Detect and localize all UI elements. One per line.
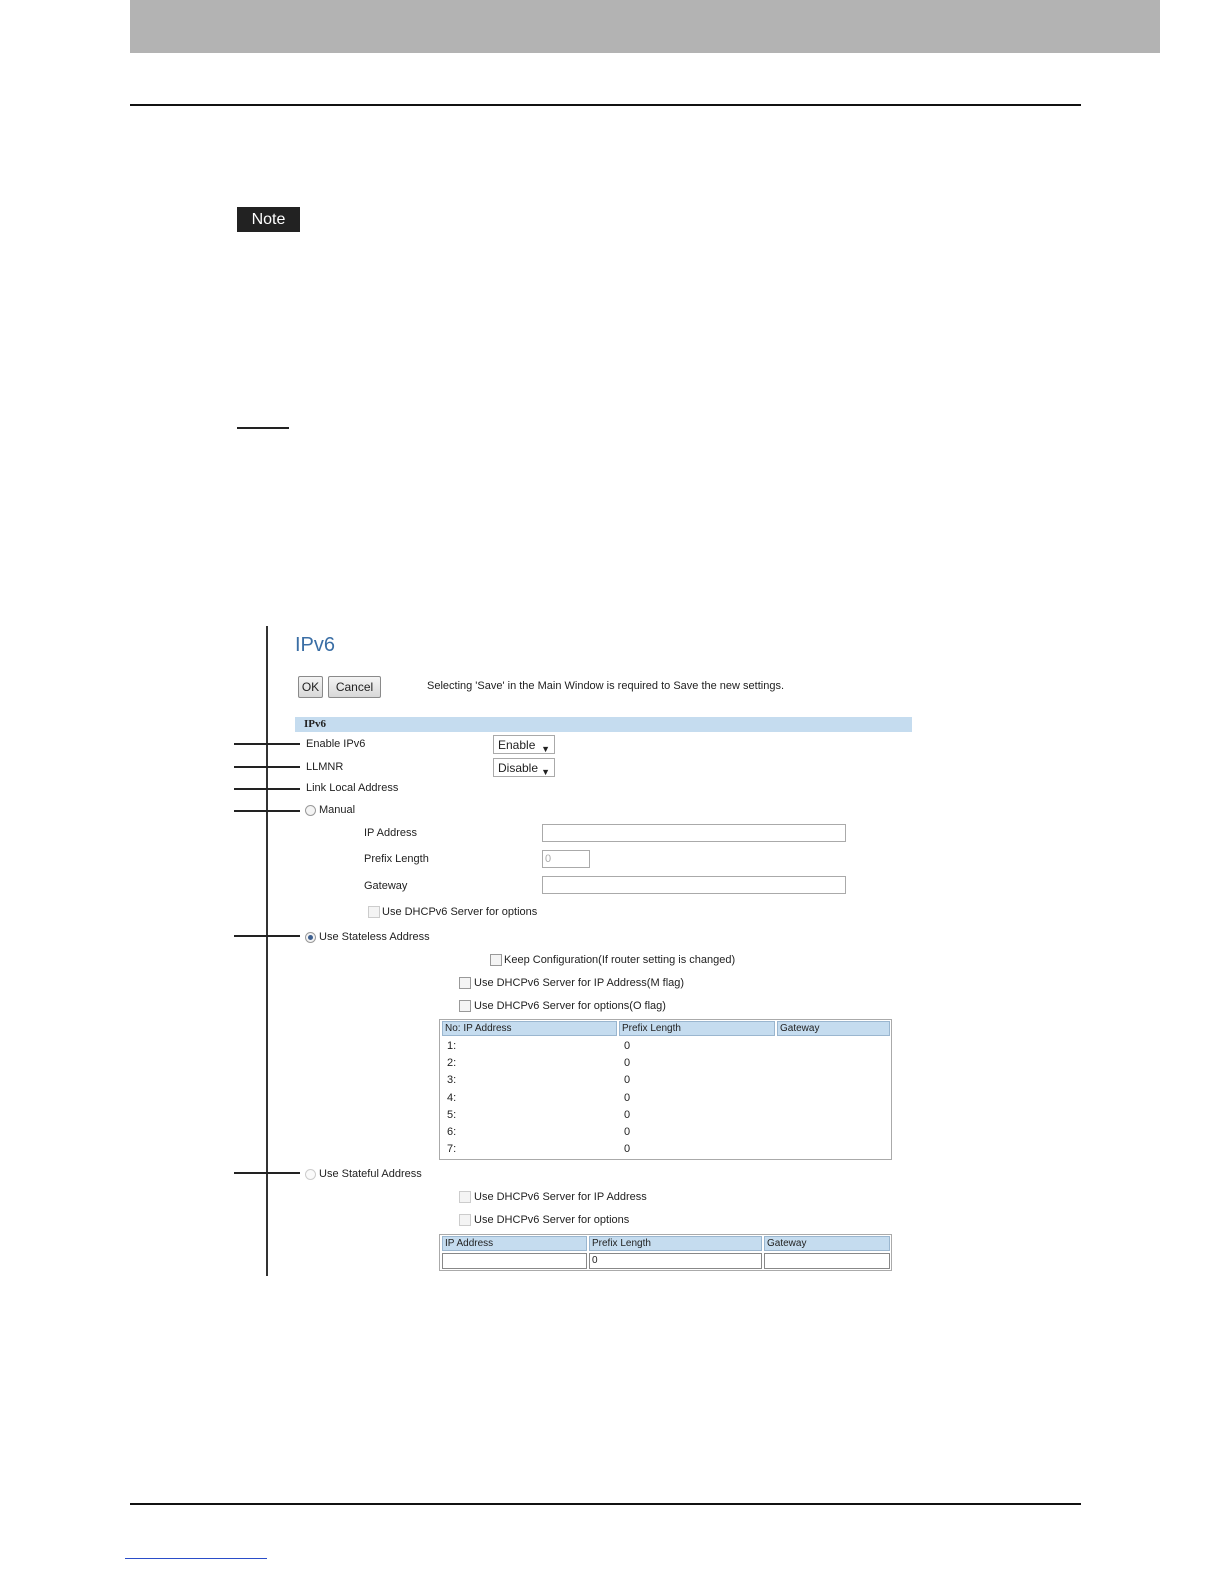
manual-label: Manual <box>319 804 356 816</box>
callout-vertical-line <box>266 626 268 1276</box>
stateful-dhcp-ip-checkbox[interactable] <box>459 1191 471 1203</box>
manual-prefix-input[interactable]: 0 <box>542 850 590 868</box>
section-header: IPv6 <box>295 717 912 732</box>
table-row-number: 2: <box>447 1057 457 1069</box>
chevron-down-icon: ▼ <box>541 744 550 754</box>
stateless-dhcp-ip-label: Use DHCPv6 Server for IP Address(M flag) <box>474 977 685 989</box>
enable-ipv6-select[interactable] <box>493 735 555 754</box>
stateful-label: Use Stateful Address <box>319 1168 422 1180</box>
table-row-prefix: 0 <box>624 1143 631 1155</box>
header-band <box>130 0 1160 53</box>
table-row-prefix: 0 <box>624 1074 631 1086</box>
table-row-number: 3: <box>447 1074 457 1086</box>
stateless-radio[interactable] <box>305 932 316 943</box>
header-rule <box>130 104 1081 106</box>
callout-line-enable-ipv6 <box>234 743 300 745</box>
manual-ip-input[interactable] <box>542 824 846 842</box>
table-row-prefix: 0 <box>624 1057 631 1069</box>
manual-gateway-input[interactable] <box>542 876 846 894</box>
callout-line-stateful <box>234 1172 300 1174</box>
callout-line-manual <box>234 810 300 812</box>
callout-line-link-local <box>234 788 300 790</box>
stateful-dhcp-ip-label: Use DHCPv6 Server for IP Address <box>474 1191 647 1203</box>
table-row-number: 4: <box>447 1092 457 1104</box>
table-row-number: 1: <box>447 1040 457 1052</box>
note-badge: Note <box>237 207 300 232</box>
keep-config-label: Keep Configuration(If router setting is changed) <box>504 954 736 966</box>
manual-dhcp-options-checkbox[interactable] <box>368 906 380 918</box>
manual-prefix-label: Prefix Length <box>364 853 429 865</box>
stateful-ip-field <box>442 1253 587 1269</box>
keep-config-checkbox[interactable] <box>490 954 502 966</box>
stateless-dhcp-options-label: Use DHCPv6 Server for options(O flag) <box>474 1000 666 1012</box>
stateless-address-table <box>439 1019 892 1160</box>
llmnr-value: Disable <box>498 761 539 775</box>
table-header: IP Address <box>442 1236 587 1251</box>
table-header: Prefix Length <box>619 1021 775 1036</box>
manual-dhcp-options-label: Use DHCPv6 Server for options <box>382 906 538 918</box>
table-row-number: 6: <box>447 1126 457 1138</box>
manual-radio[interactable] <box>305 805 316 816</box>
callout-line-llmnr <box>234 766 300 768</box>
footer-rule <box>130 1503 1081 1505</box>
stateful-dhcp-options-label: Use DHCPv6 Server for options <box>474 1214 630 1226</box>
stateful-prefix-field: 0 <box>589 1253 762 1269</box>
table-header: Prefix Length <box>589 1236 762 1251</box>
manual-gateway-label: Gateway <box>364 880 408 892</box>
link-local-label: Link Local Address <box>306 782 399 794</box>
table-row-number: 7: <box>447 1143 457 1155</box>
stateful-address-table <box>439 1234 892 1271</box>
enable-ipv6-value: Enable <box>498 738 536 752</box>
stateless-dhcp-ip-checkbox[interactable] <box>459 977 471 989</box>
table-row-number: 5: <box>447 1109 457 1121</box>
table-header: Gateway <box>777 1021 890 1036</box>
llmnr-select[interactable] <box>493 758 555 777</box>
save-note: Selecting 'Save' in the Main Window is required to Save the new settings. <box>427 680 785 692</box>
callout-line-stateless <box>234 935 300 937</box>
section-underline <box>237 427 289 429</box>
page-title: IPv6 <box>295 634 336 656</box>
stateful-dhcp-options-checkbox[interactable] <box>459 1214 471 1226</box>
ok-button[interactable]: OK <box>298 676 323 698</box>
table-row-prefix: 0 <box>624 1109 631 1121</box>
cancel-button[interactable]: Cancel <box>328 676 381 698</box>
table-header: No: IP Address <box>442 1021 617 1036</box>
stateless-label: Use Stateless Address <box>319 931 430 943</box>
llmnr-label: LLMNR <box>306 761 344 773</box>
enable-ipv6-label: Enable IPv6 <box>306 738 366 750</box>
footer-link-underline[interactable] <box>125 1558 267 1559</box>
stateful-gateway-field <box>764 1253 890 1269</box>
table-row-prefix: 0 <box>624 1092 631 1104</box>
table-header: Gateway <box>764 1236 890 1251</box>
table-row-prefix: 0 <box>624 1040 631 1052</box>
chevron-down-icon: ▼ <box>541 767 550 777</box>
manual-ip-label: IP Address <box>364 827 417 839</box>
stateful-radio[interactable] <box>305 1169 316 1180</box>
table-row-prefix: 0 <box>624 1126 631 1138</box>
stateless-dhcp-options-checkbox[interactable] <box>459 1000 471 1012</box>
